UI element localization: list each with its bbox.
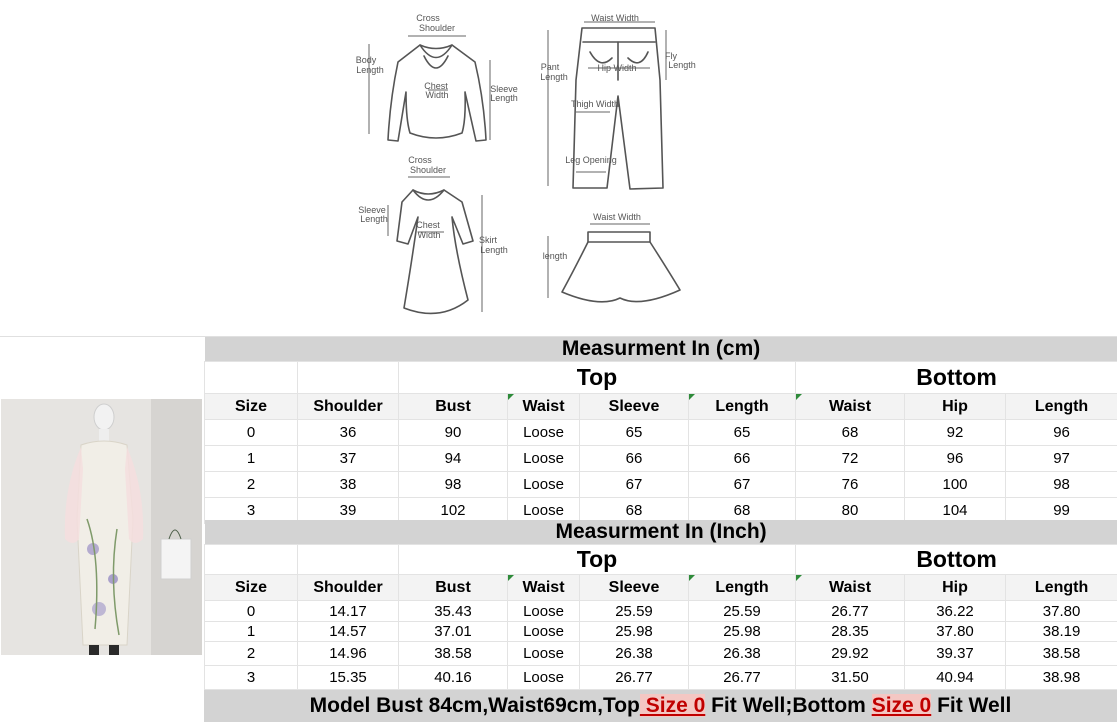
table-cell: 38 (298, 472, 399, 498)
table-cell: 2 (205, 642, 298, 666)
cm-col-hip: Hip (905, 394, 1006, 420)
table-cell: 100 (905, 472, 1006, 498)
table-cell: 99 (1006, 498, 1117, 524)
table-cell: 40.16 (399, 666, 508, 690)
cm-col-size: Size (205, 394, 298, 420)
skirt-length-short-label: length (542, 251, 568, 261)
table-cell: 26.77 (689, 666, 796, 690)
table-cell: 31.50 (796, 666, 905, 690)
inch-col-size: Size (205, 575, 298, 601)
table-cell: 72 (796, 446, 905, 472)
chest-width-label-2: Width (425, 90, 449, 100)
pant-length-label: Pant (540, 62, 560, 72)
table-cell: 92 (905, 420, 1006, 446)
inch-col-bust: Bust (399, 575, 508, 601)
dress-cross-shoulder-label-2: Shoulder (409, 165, 447, 175)
cm-col-bust: Bust (399, 394, 508, 420)
skirt-length-label-2: Length (480, 245, 508, 255)
table-cell: 29.92 (796, 642, 905, 666)
skirt-waist-label: Waist Width (593, 212, 641, 222)
table-cell: 14.57 (298, 622, 399, 642)
table-cell: 90 (399, 420, 508, 446)
table-cell: 66 (689, 446, 796, 472)
inch-col-length: Length (689, 575, 796, 601)
fit-note-highlight-top: Size 0 (639, 694, 706, 717)
cm-col-shoulder: Shoulder (298, 394, 399, 420)
sleeve-length-label-2: Length (490, 93, 518, 103)
cm-group-top: Top (399, 362, 796, 394)
table-row (205, 642, 1117, 666)
pants-waist-label: Waist Width (591, 13, 639, 23)
table-cell: 37.01 (399, 622, 508, 642)
cm-col-bottom-length: Length (1006, 394, 1117, 420)
thigh-width-label: Thigh Width (570, 99, 620, 109)
table-row (205, 666, 1117, 690)
table-cell: 98 (1006, 472, 1117, 498)
table-cell: Loose (508, 666, 580, 690)
table-cell: 37 (298, 446, 399, 472)
table-cell: 3 (205, 666, 298, 690)
cm-measurement-table (204, 337, 1117, 524)
pant-length-label-2: Length (540, 72, 568, 82)
cm-col-bottom-waist: Waist (796, 394, 905, 420)
table-cell: 1 (205, 446, 298, 472)
chest-width-label: Chest (424, 81, 448, 91)
table-cell: 38.58 (399, 642, 508, 666)
inch-col-bottom-waist: Waist (796, 575, 905, 601)
sleeve-length-label: Sleeve (490, 84, 518, 94)
table-cell: 15.35 (298, 666, 399, 690)
table-cell: 25.59 (580, 601, 689, 622)
skirt-length-label: Skirt (479, 235, 497, 245)
table-cell: 25.59 (689, 601, 796, 622)
table-cell: 39.37 (905, 642, 1006, 666)
table-cell: 40.94 (905, 666, 1006, 690)
table-cell: 37.80 (905, 622, 1006, 642)
inch-group-bottom: Bottom (796, 545, 1117, 575)
table-cell: Loose (508, 601, 580, 622)
dress-outline (397, 190, 473, 313)
inch-measurement-table (204, 520, 1117, 690)
table-cell: Loose (508, 642, 580, 666)
fit-note-text-2: Fit Well;Bottom (705, 694, 872, 717)
cm-col-length: Length (689, 394, 796, 420)
table-cell: Loose (508, 420, 580, 446)
fly-length-label: Fly (665, 51, 677, 61)
table-cell: 65 (689, 420, 796, 446)
model-figure (1, 399, 202, 655)
dress-chest-width-label: Chest (416, 220, 440, 230)
dress-sleeve-length-label: Sleeve (358, 205, 386, 215)
hip-width-label: Hip Width (597, 63, 637, 73)
cross-shoulder-label: Cross (416, 13, 440, 23)
table-cell: 14.17 (298, 601, 399, 622)
table-cell: 26.38 (580, 642, 689, 666)
table-cell: Loose (508, 446, 580, 472)
inch-col-hip: Hip (905, 575, 1006, 601)
table-cell: 39 (298, 498, 399, 524)
table-cell: 2 (205, 472, 298, 498)
table-cell: 25.98 (580, 622, 689, 642)
inch-group-top: Top (399, 545, 796, 575)
inch-col-sleeve: Sleeve (580, 575, 689, 601)
table-row (205, 446, 1117, 472)
cm-group-bottom: Bottom (796, 362, 1117, 394)
fit-note-highlight-bottom: Size 0 (871, 694, 932, 717)
table-cell: Loose (508, 622, 580, 642)
inch-table-title: Measurment In (Inch) (205, 520, 1117, 545)
inch-col-shoulder: Shoulder (298, 575, 399, 601)
table-cell: Loose (508, 472, 580, 498)
table-cell: 26.77 (580, 666, 689, 690)
cm-col-sleeve: Sleeve (580, 394, 689, 420)
table-cell: 0 (205, 601, 298, 622)
table-cell: 28.35 (796, 622, 905, 642)
table-cell: 26.38 (689, 642, 796, 666)
table-cell: 98 (399, 472, 508, 498)
body-length-label-2: Length (356, 65, 384, 75)
table-cell: 0 (205, 420, 298, 446)
table-cell: Loose (508, 498, 580, 524)
leg-opening-label: Leg Opening (565, 155, 617, 165)
dress-chest-width-label-2: Width (417, 230, 441, 240)
table-cell: 102 (399, 498, 508, 524)
table-cell: 68 (580, 498, 689, 524)
table-cell: 97 (1006, 446, 1117, 472)
model-photo (1, 399, 202, 655)
table-cell: 3 (205, 498, 298, 524)
table-cell: 65 (580, 420, 689, 446)
table-cell: 38.98 (1006, 666, 1117, 690)
table-cell: 35.43 (399, 601, 508, 622)
table-cell: 1 (205, 622, 298, 642)
table-row (205, 601, 1117, 622)
table-cell: 104 (905, 498, 1006, 524)
dress-sleeve-length-label-2: Length (360, 214, 388, 224)
inch-col-waist: Waist (508, 575, 580, 601)
table-cell: 68 (689, 498, 796, 524)
table-cell: 67 (580, 472, 689, 498)
table-row (205, 420, 1117, 446)
table-cell: 66 (580, 446, 689, 472)
table-cell: 14.96 (298, 642, 399, 666)
table-cell: 96 (1006, 420, 1117, 446)
table-row (205, 472, 1117, 498)
dress-cross-shoulder-label: Cross (408, 155, 432, 165)
cross-shoulder-label-2: Shoulder (418, 23, 456, 33)
body-length-label: Body (355, 55, 377, 65)
table-cell: 76 (796, 472, 905, 498)
table-cell: 25.98 (689, 622, 796, 642)
table-row (205, 622, 1117, 642)
table-cell: 36 (298, 420, 399, 446)
table-cell: 96 (905, 446, 1006, 472)
table-cell: 67 (689, 472, 796, 498)
table-cell: 37.80 (1006, 601, 1117, 622)
table-cell: 38.19 (1006, 622, 1117, 642)
table-cell: 94 (399, 446, 508, 472)
fly-length-label-2: Length (668, 60, 696, 70)
cm-table-title: Measurment In (cm) (205, 337, 1117, 362)
fit-note-text-1: Model Bust 84cm,Waist69cm,Top (309, 694, 640, 717)
measurement-diagram (0, 0, 1117, 336)
fit-note-text-3: Fit Well (931, 694, 1012, 717)
table-cell: 68 (796, 420, 905, 446)
fit-note (204, 690, 1117, 722)
inch-col-bottom-length: Length (1006, 575, 1117, 601)
table-cell: 36.22 (905, 601, 1006, 622)
table-cell: 26.77 (796, 601, 905, 622)
cm-col-waist: Waist (508, 394, 580, 420)
table-cell: 80 (796, 498, 905, 524)
table-cell: 38.58 (1006, 642, 1117, 666)
